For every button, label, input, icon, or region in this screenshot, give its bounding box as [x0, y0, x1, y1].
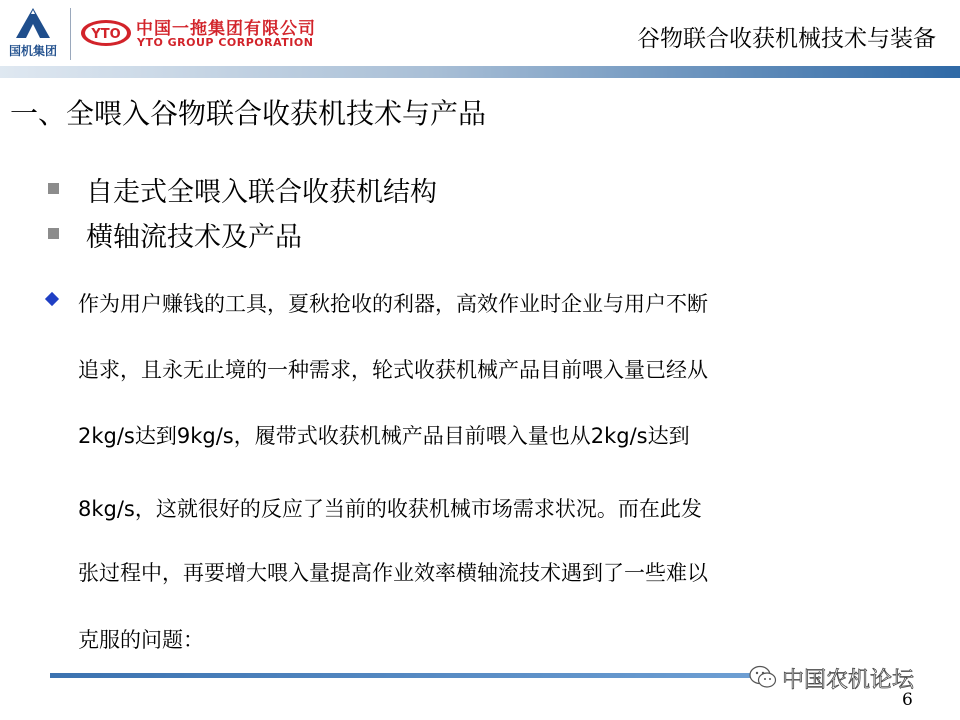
header-band: [0, 66, 960, 78]
square-bullet-icon: [48, 183, 59, 194]
slide-header: [0, 0, 960, 66]
watermark-text: 中国农机论坛: [782, 668, 915, 693]
paragraph-line: 张过程中，再要增大喂入量提高作业效率横轴流技术遇到了一些难以: [78, 561, 708, 585]
diamond-bullet-icon: [45, 292, 59, 306]
yto-company-name-cn: 中国一拖集团有限公司: [136, 19, 316, 39]
footer-band: [50, 673, 770, 678]
slide-header-title: 谷物联合收获机械技术与装备: [637, 26, 936, 52]
yto-logo: [80, 14, 340, 54]
paragraph-line: 作为用户赚钱的工具，夏秋抢收的利器，高效作业时企业与用户不断: [78, 292, 708, 316]
paragraph-line: 克服的问题：: [78, 628, 204, 652]
yto-badge-icon: [80, 18, 132, 48]
sinomach-mountain-icon: [14, 4, 52, 40]
header-divider: [70, 8, 71, 60]
section-heading: 一、全喂入谷物联合收获机技术与产品: [10, 97, 487, 130]
yto-company-name-en: YTO GROUP CORPORATION: [137, 36, 314, 49]
watermark: [748, 662, 948, 692]
sub-item-label: 横轴流技术及产品: [86, 222, 302, 253]
paragraph-line: 追求，且永无止境的一种需求，轮式收获机械产品目前喂入量已经从: [78, 358, 708, 382]
paragraph-line: 2kg/s达到9kg/s，履带式收获机械产品目前喂入量也从2kg/s达到: [78, 424, 690, 448]
page-number: 6: [902, 690, 913, 710]
sub-item-label: 自走式全喂入联合收获机结构: [86, 177, 437, 208]
sinomach-label: 国机集团: [8, 44, 57, 58]
wechat-icon: [748, 664, 778, 690]
square-bullet-icon: [48, 228, 59, 239]
yto-badge-text: YTO: [91, 27, 121, 42]
paragraph-line: 8kg/s，这就很好的反应了当前的收获机械市场需求状况。而在此发: [78, 497, 702, 521]
sinomach-logo: [2, 4, 64, 62]
